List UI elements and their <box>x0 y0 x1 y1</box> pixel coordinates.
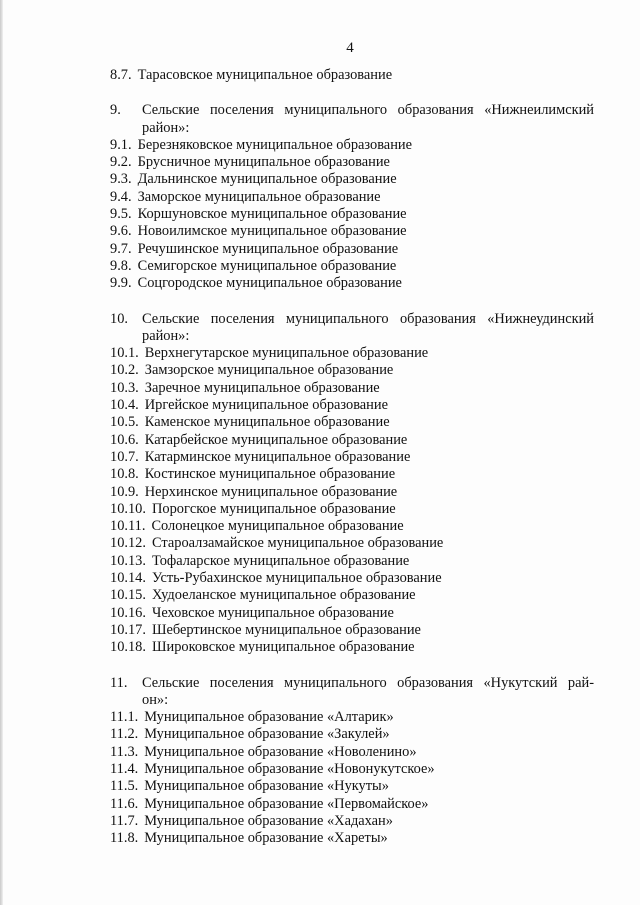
list-item <box>110 726 594 743</box>
item-number: 10.8. <box>110 466 139 483</box>
section-11 <box>110 675 594 848</box>
item-number: 9.8. <box>110 257 132 274</box>
item-text: Дальнинское муниципальное образование <box>137 171 397 188</box>
item-number: 10.16. <box>110 604 146 621</box>
item-number: 11.5. <box>110 778 139 795</box>
section-number: 11. <box>110 674 128 691</box>
section-heading <box>110 102 594 137</box>
item-number: 8.7. <box>110 67 132 83</box>
item-number: 10.12. <box>110 535 146 552</box>
item-number: 11.6. <box>110 795 139 812</box>
item-text: Заречное муниципальное образование <box>144 379 380 396</box>
list-item <box>110 241 594 258</box>
item-number: 10.17. <box>110 621 146 638</box>
item-number: 11.4. <box>110 760 139 777</box>
item-text: Катарминское муниципальное образование <box>144 448 411 465</box>
list-item <box>110 744 594 761</box>
list-item <box>110 830 594 847</box>
section-heading <box>110 311 594 346</box>
item-number: 10.1. <box>110 345 139 362</box>
item-number: 10.15. <box>110 587 146 604</box>
item-number: 10.14. <box>110 570 146 587</box>
list-item <box>110 380 594 397</box>
item-text: Нерхинское муниципальное образование <box>144 483 398 500</box>
item-number: 10.2. <box>110 362 139 379</box>
item-number: 10.10. <box>110 500 146 517</box>
list-item <box>110 397 594 414</box>
scan-edge-shadow <box>0 0 3 905</box>
item-number: 9.5. <box>110 206 132 223</box>
item-text: Костинское муниципальное образование <box>144 466 396 483</box>
item-number: 10.11. <box>110 518 146 535</box>
list-item <box>110 345 594 362</box>
heading-line-1: Сельские поселения муниципального образования «Нукутский рай- <box>142 674 594 691</box>
page-number: 4 <box>346 40 354 56</box>
list-item <box>110 258 594 275</box>
item-number: 10.4. <box>110 397 139 414</box>
list-item <box>110 796 594 813</box>
item-text: Новоилимское муниципальное образование <box>137 223 407 240</box>
item-number: 9.7. <box>110 240 132 257</box>
section-heading <box>110 675 594 710</box>
item-text: Катарбейское муниципальное образование <box>144 431 408 448</box>
item-number: 9.9. <box>110 275 132 292</box>
list-item <box>110 587 594 604</box>
item-number: 9.1. <box>110 136 132 153</box>
list-item <box>110 275 594 292</box>
section-number: 9. <box>110 102 121 119</box>
list-item <box>110 171 594 188</box>
section-heading-text <box>142 311 594 346</box>
list-item <box>110 535 594 552</box>
item-text: Верхнегутарское муниципальное образование <box>144 345 429 362</box>
list-item <box>110 778 594 795</box>
item-number: 9.3. <box>110 171 132 188</box>
heading-line-2: район»: <box>142 327 190 344</box>
sections-container <box>110 102 594 847</box>
item-text: Семигорское муниципальное образование <box>137 257 397 274</box>
item-number: 9.2. <box>110 154 132 171</box>
item-number: 11.1. <box>110 709 139 726</box>
list-item <box>110 362 594 379</box>
item-number: 10.5. <box>110 414 139 431</box>
item-text: Соцгородское муниципальное образование <box>137 275 402 292</box>
item-text: Муниципальное образование «Новонукутское» <box>144 760 435 777</box>
item-number: 10.18. <box>110 639 146 656</box>
item-text: Заморское муниципальное образование <box>137 188 381 205</box>
list-item <box>110 137 594 154</box>
list-item <box>110 414 594 431</box>
list-item <box>110 154 594 171</box>
item-text: Широковское муниципальное образование <box>151 639 415 656</box>
item-text: Порогское муниципальное образование <box>151 500 396 517</box>
item-text: Шебертинское муниципальное образование <box>151 621 421 638</box>
item-text: Солонецкое муниципальное образование <box>151 518 404 535</box>
heading-line-1: Сельские поселения муниципального образования «Нижнеилимский <box>142 102 594 119</box>
list-item <box>110 501 594 518</box>
section-heading-text <box>142 675 594 710</box>
list-item <box>110 622 594 639</box>
list-item <box>110 761 594 778</box>
item-text: Муниципальное образование «Новоленино» <box>144 743 417 760</box>
section-number: 10. <box>110 310 128 327</box>
item-text: Муниципальное образование «Первомайское» <box>144 795 429 812</box>
item-number: 10.9. <box>110 483 139 500</box>
item-text: Иргейское муниципальное образование <box>144 397 388 414</box>
item-text: Брусничное муниципальное образование <box>137 154 390 171</box>
heading-line-1: Сельские поселения муниципального образования «Нижнеудинский <box>142 310 594 327</box>
item-text: Коршуновское муниципальное образование <box>137 206 407 223</box>
item-number: 9.4. <box>110 188 132 205</box>
list-item <box>110 813 594 830</box>
heading-line-2: он»: <box>142 691 169 708</box>
list-item <box>110 449 594 466</box>
list-item <box>110 605 594 622</box>
item-text: Речушинское муниципальное образование <box>137 240 399 257</box>
list-item <box>110 553 594 570</box>
item-text: Каменское муниципальное образование <box>144 414 390 431</box>
item-text: Муниципальное образование «Алтарик» <box>144 709 394 726</box>
list-item <box>110 484 594 501</box>
item-number: 11.8. <box>110 830 139 847</box>
item-number: 11.3. <box>110 743 139 760</box>
item-number: 10.13. <box>110 552 146 569</box>
item-text: Усть-Рубахинское муниципальное образование <box>151 570 442 587</box>
item-text: Тарасовское муниципальное образование <box>137 67 393 83</box>
list-item <box>110 67 594 84</box>
item-number: 11.2. <box>110 726 139 743</box>
item-number: 9.6. <box>110 223 132 240</box>
document-body <box>110 67 594 847</box>
item-text: Муниципальное образование «Закулей» <box>144 726 390 743</box>
item-text: Муниципальное образование «Нукуты» <box>144 778 389 795</box>
list-item <box>110 518 594 535</box>
item-number: 11.7. <box>110 812 139 829</box>
item-number: 10.7. <box>110 448 139 465</box>
section-9 <box>110 102 594 292</box>
section-heading-text <box>142 102 594 137</box>
list-item <box>110 206 594 223</box>
list-item <box>110 466 594 483</box>
list-item <box>110 639 594 656</box>
list-item <box>110 570 594 587</box>
item-text: Староалзамайское муниципальное образование <box>151 535 444 552</box>
section-10 <box>110 311 594 657</box>
item-text: Муниципальное образование «Хареты» <box>144 830 388 847</box>
heading-line-2: район»: <box>142 119 190 136</box>
item-text: Березняковское муниципальное образование <box>137 136 412 153</box>
list-item <box>110 432 594 449</box>
item-text: Чеховское муниципальное образование <box>151 604 394 621</box>
item-text: Муниципальное образование «Хадахан» <box>144 812 393 829</box>
list-item <box>110 223 594 240</box>
list-item <box>110 189 594 206</box>
item-number: 10.3. <box>110 379 139 396</box>
list-item <box>110 709 594 726</box>
item-text: Худоеланское муниципальное образование <box>151 587 416 604</box>
item-text: Замзорское муниципальное образование <box>144 362 394 379</box>
item-number: 10.6. <box>110 431 139 448</box>
item-text: Тофаларское муниципальное образование <box>151 552 410 569</box>
